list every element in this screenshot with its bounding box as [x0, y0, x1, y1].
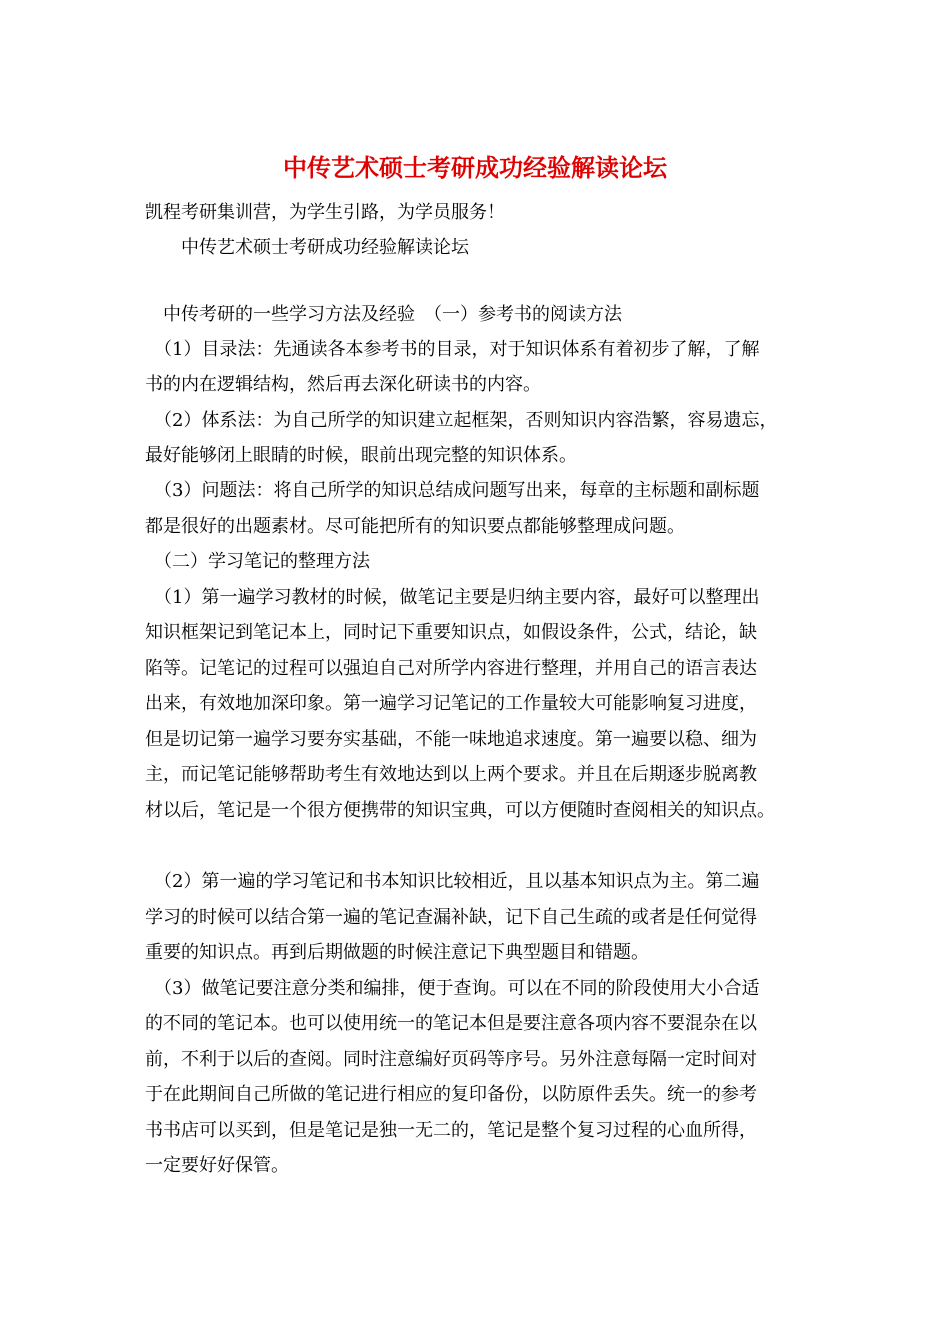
- text-line: 学习的时候可以结合第一遍的笔记查漏补缺，记下自己生疏的或者是任何觉得: [145, 907, 757, 928]
- text-line: （3）做笔记要注意分类和编排，便于查询。可以在不同的阶段使用大小合适: [145, 978, 760, 999]
- text-line: 最好能够闭上眼睛的时候，眼前出现完整的知识体系。: [145, 445, 577, 466]
- text-line: 于在此期间自己所做的笔记进行相应的复印备份，以防原件丢失。统一的参考: [145, 1084, 757, 1105]
- text-line: 重要的知识点。再到后期做题的时候注意记下典型题目和错题。: [145, 942, 649, 963]
- document-title: 中传艺术硕士考研成功经验解读论坛: [283, 153, 667, 182]
- text-line: 凯程考研集训营，为学生引路，为学员服务！: [145, 202, 505, 223]
- text-line: 书书店可以买到，但是笔记是独一无二的，笔记是整个复习过程的心血所得，: [145, 1120, 757, 1141]
- text-line: （二）学习笔记的整理方法: [145, 551, 370, 572]
- text-line: （2）第一遍的学习笔记和书本知识比较相近，且以基本知识点为主。第二遍: [145, 871, 760, 892]
- text-line: 都是很好的出题素材。尽可能把所有的知识要点都能够整理成问题。: [145, 516, 685, 537]
- text-line: 一定要好好保管。: [145, 1155, 289, 1176]
- text-line: 书的内在逻辑结构，然后再去深化研读书的内容。: [145, 374, 541, 395]
- text-line: 但是切记第一遍学习要夯实基础，不能一味地追求速度。第一遍要以稳、细为: [145, 729, 757, 750]
- text-line: 中传考研的一些学习方法及经验 （一）参考书的阅读方法: [145, 304, 622, 325]
- text-line: （2）体系法：为自己所学的知识建立起框架，否则知识内容浩繁，容易遗忘，: [145, 410, 778, 431]
- text-line: 主，而记笔记能够帮助考生有效地达到以上两个要求。并且在后期逐步脱离教: [145, 764, 757, 785]
- text-line: 出来，有效地加深印象。第一遍学习记笔记的工作量较大可能影响复习进度，: [145, 693, 757, 714]
- text-line: 前，不利于以后的查阅。同时注意编好页码等序号。另外注意每隔一定时间对: [145, 1049, 757, 1070]
- text-line: （1）目录法：先通读各本参考书的目录，对于知识体系有着初步了解，了解: [145, 339, 760, 360]
- text-line: 陷等。记笔记的过程可以强迫自己对所学内容进行整理，并用自己的语言表达: [145, 658, 757, 679]
- text-line: 知识框架记到笔记本上，同时记下重要知识点，如假设条件，公式，结论，缺: [145, 622, 757, 643]
- text-line: 的不同的笔记本。也可以使用统一的笔记本但是要注意各项内容不要混杂在以: [145, 1013, 757, 1034]
- text-line: （3）问题法：将自己所学的知识总结成问题写出来，每章的主标题和副标题: [145, 480, 760, 501]
- text-line: 中传艺术硕士考研成功经验解读论坛: [145, 237, 469, 258]
- text-line: （1）第一遍学习教材的时候，做笔记主要是归纳主要内容，最好可以整理出: [145, 587, 760, 608]
- text-line: 材以后，笔记是一个很方便携带的知识宝典，可以方便随时查阅相关的知识点。: [145, 800, 775, 821]
